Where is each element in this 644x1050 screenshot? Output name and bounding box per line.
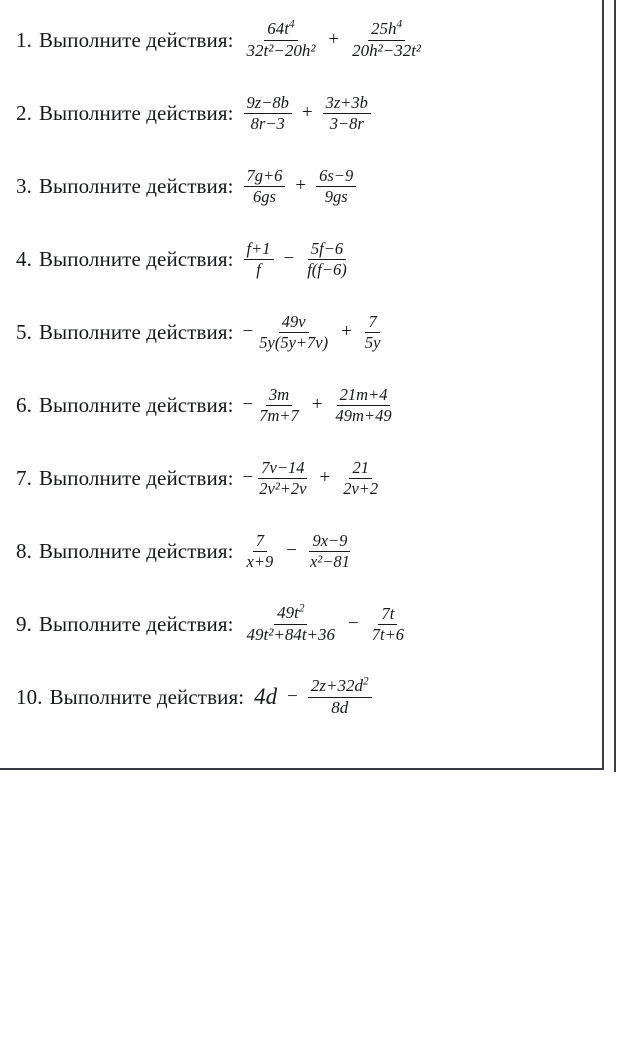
fraction-numerator — [244, 93, 292, 114]
problem-prompt: Выполните действия: — [38, 392, 234, 417]
math-fraction — [348, 19, 425, 61]
fraction-denominator: 6gs — [253, 186, 276, 206]
fraction-numerator-text: 49t — [277, 603, 299, 623]
math-operator: + — [295, 175, 307, 196]
problem-row — [0, 379, 600, 431]
fraction-numerator-text: 9x−9 — [312, 530, 348, 550]
math-fraction — [368, 604, 408, 645]
math-expression — [243, 239, 351, 280]
math-expression — [243, 531, 354, 572]
leading-sign: − — [242, 467, 254, 488]
fraction-denominator: 32t²−20h² — [246, 40, 316, 60]
problem-index: 3. — [16, 173, 32, 198]
fraction-numerator — [258, 458, 307, 479]
math-operator: − — [287, 686, 298, 707]
fraction-numerator — [308, 676, 372, 697]
math-fraction — [243, 603, 340, 645]
math-fraction — [243, 93, 293, 134]
problem-index: 10. — [16, 684, 43, 709]
fraction-denominator: 2v²+2v — [259, 478, 307, 498]
math-operator: − — [286, 540, 297, 561]
math-fraction — [243, 19, 320, 61]
fraction-numerator-text: 6s−9 — [319, 165, 354, 185]
fraction-denominator: 9gs — [324, 186, 348, 206]
fraction-numerator-text: 21 — [352, 457, 369, 477]
problem-index: 2. — [16, 100, 32, 125]
fraction-numerator-text: 2z+32d — [310, 676, 363, 696]
fraction-numerator-exponent: 4 — [289, 18, 295, 31]
problem-prompt: Выполните действия: — [38, 246, 234, 271]
fraction-numerator — [244, 239, 274, 260]
fraction-denominator: x+9 — [246, 551, 274, 571]
fraction-numerator-text: 7g+6 — [246, 165, 283, 185]
problem-row — [0, 306, 600, 358]
math-fraction — [306, 531, 354, 572]
problem-prompt: Выполните действия: — [49, 684, 245, 709]
math-fraction — [255, 385, 303, 426]
problem-row — [0, 525, 600, 577]
problem-row — [0, 87, 600, 139]
problem-row — [0, 452, 600, 504]
leading-sign: − — [242, 321, 254, 342]
problem-index: 7. — [16, 465, 32, 490]
fraction-numerator — [253, 531, 267, 552]
leading-sign: − — [242, 394, 254, 415]
fraction-numerator-text: 3z+3b — [325, 92, 368, 112]
fraction-numerator-exponent: 2 — [362, 675, 369, 688]
math-expression — [243, 385, 396, 426]
math-expression — [243, 166, 358, 207]
problem-index: 6. — [16, 392, 32, 417]
problem-index: 9. — [16, 611, 32, 636]
problem-row — [0, 160, 600, 212]
problem-prompt: Выполните действия: — [38, 27, 234, 52]
fraction-numerator — [349, 458, 372, 479]
problem-prompt: Выполните действия: — [38, 319, 234, 344]
problem-index: 4. — [16, 246, 32, 271]
math-fraction — [322, 93, 372, 134]
fraction-numerator-text: 64t — [267, 19, 290, 39]
fraction-numerator-text: 49v — [281, 311, 306, 331]
math-fraction — [361, 312, 385, 353]
fraction-numerator — [365, 312, 379, 333]
fraction-numerator-text: 7v−14 — [261, 457, 305, 477]
fraction-numerator — [316, 166, 356, 187]
fraction-numerator — [244, 166, 286, 187]
fraction-numerator — [309, 531, 350, 552]
worksheet-outer-vertical-rule — [614, 0, 616, 772]
fraction-denominator: 5y — [364, 332, 381, 352]
math-expression — [243, 603, 408, 645]
problem-index: 1. — [16, 27, 32, 52]
problem-prompt: Выполните действия: — [38, 538, 234, 563]
math-operator: − — [348, 613, 359, 634]
math-fraction — [255, 312, 332, 353]
fraction-numerator-text: 25h — [371, 19, 397, 39]
math-fraction — [255, 458, 310, 499]
fraction-denominator: x²−81 — [309, 551, 350, 571]
problem-index: 8. — [16, 538, 32, 563]
fraction-denominator: 2v+2 — [343, 478, 379, 498]
fraction-numerator — [378, 604, 397, 625]
math-fraction — [243, 531, 278, 572]
math-operator: + — [341, 321, 352, 342]
fraction-denominator: 49m+49 — [335, 405, 392, 425]
math-expression — [243, 458, 383, 499]
fraction-numerator-text: 3m — [268, 384, 290, 404]
fraction-numerator-text: 7t — [381, 603, 395, 623]
math-expression — [243, 312, 385, 353]
problem-row — [0, 14, 600, 66]
math-fraction — [243, 239, 275, 280]
math-operator: + — [311, 394, 323, 415]
math-operator: + — [301, 102, 313, 123]
fraction-numerator-text: 7 — [255, 530, 265, 550]
fraction-numerator-text: 7 — [368, 311, 377, 331]
problem-prompt: Выполните действия: — [38, 611, 234, 636]
fraction-numerator — [274, 603, 307, 624]
fraction-denominator: 5y(5y+7v) — [259, 332, 329, 352]
problem-prompt: Выполните действия: — [38, 100, 234, 125]
problem-prompt: Выполните действия: — [38, 465, 234, 490]
problem-row — [0, 598, 600, 650]
fraction-denominator: f — [256, 259, 261, 279]
fraction-denominator: 20h²−32t² — [352, 40, 422, 60]
problem-index: 5. — [16, 319, 32, 344]
fraction-denominator: 7m+7 — [259, 405, 299, 425]
math-operator: − — [283, 248, 295, 269]
problem-row — [0, 671, 600, 723]
math-fraction — [332, 385, 396, 426]
fraction-denominator: 49t²+84t+36 — [246, 624, 336, 644]
fraction-numerator-exponent: 4 — [396, 18, 403, 31]
math-fraction — [339, 458, 382, 499]
math-expression — [253, 676, 372, 718]
fraction-numerator-text: 21m+4 — [339, 384, 388, 404]
math-term: 4d — [254, 684, 278, 709]
math-expression — [243, 93, 372, 134]
fraction-denominator: 8r−3 — [250, 113, 285, 133]
fraction-denominator: 7t+6 — [371, 624, 404, 644]
fraction-numerator — [368, 19, 405, 40]
problem-prompt: Выполните действия: — [38, 173, 234, 198]
fraction-denominator: 8d — [331, 697, 349, 717]
math-operator: + — [328, 29, 340, 50]
fraction-numerator — [266, 385, 292, 406]
problem-row — [0, 233, 600, 285]
math-expression — [243, 19, 426, 61]
fraction-numerator-text: 5f−6 — [310, 238, 344, 258]
math-operator: + — [319, 467, 331, 488]
fraction-numerator — [323, 93, 371, 114]
fraction-numerator-text: f+1 — [246, 238, 271, 258]
math-fraction — [243, 166, 287, 207]
fraction-numerator-exponent: 2 — [298, 602, 305, 615]
fraction-denominator: 3−8r — [329, 113, 364, 133]
fraction-denominator: f(f−6) — [307, 259, 347, 279]
math-fraction — [303, 239, 351, 280]
fraction-numerator — [279, 312, 309, 333]
math-fraction — [315, 166, 357, 207]
fraction-numerator — [308, 239, 346, 260]
fraction-numerator — [337, 385, 391, 406]
math-fraction — [307, 676, 373, 718]
fraction-numerator — [264, 19, 297, 40]
fraction-numerator-text: 9z−8b — [246, 92, 289, 112]
